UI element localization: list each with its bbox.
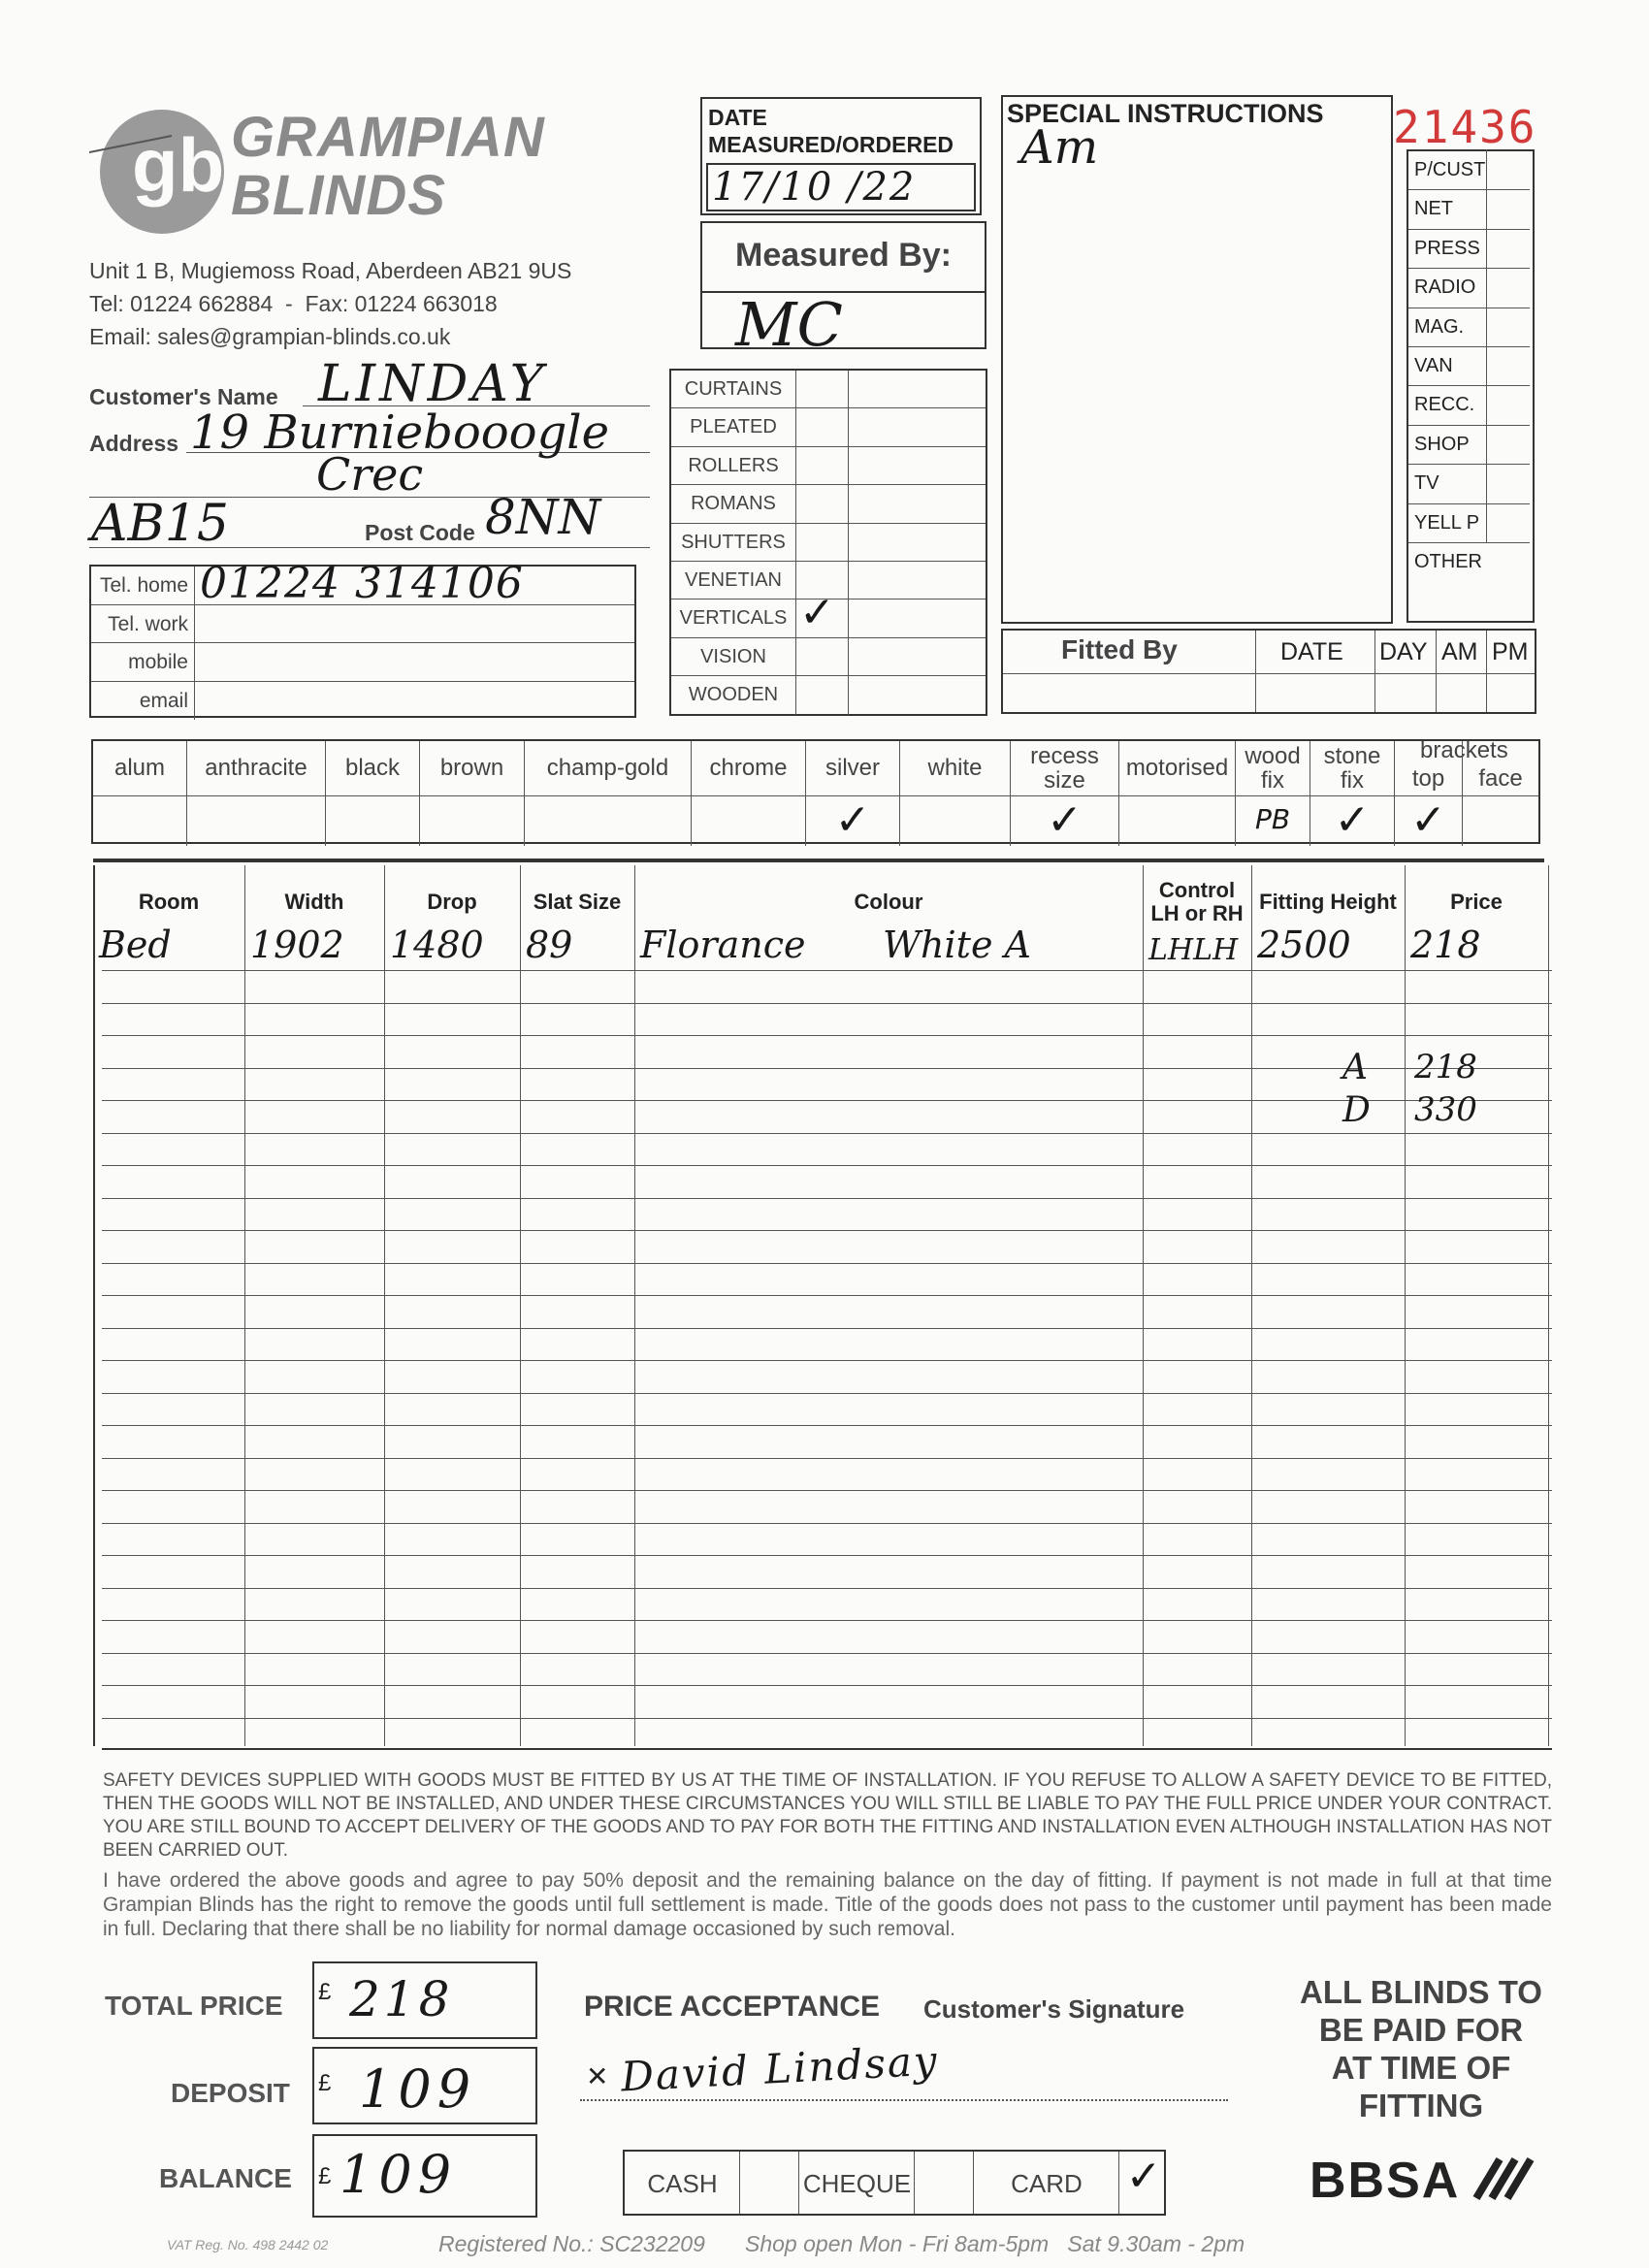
legal-text (103, 1769, 1552, 1941)
deposit-currency: £ (318, 2070, 332, 2096)
column-header: Fitting Height (1259, 889, 1397, 914)
measured-by-label: Measured By: (735, 237, 952, 274)
finish-label: black (326, 741, 419, 796)
date-value: 17/10 /22 (712, 165, 917, 210)
product-row (671, 638, 986, 676)
product-label: VENETIAN (684, 569, 783, 591)
deposit-box (312, 2047, 537, 2124)
total-value: 218 (349, 1971, 454, 2027)
fitted-by-label: Fitted By (1061, 634, 1178, 664)
product-mark[interactable]: ✓ (799, 588, 835, 638)
company-email: Email: sales@grampian-blinds.co.uk (89, 324, 451, 349)
contact-label: Tel. home (99, 574, 188, 597)
company-name-line2: BLINDS (231, 164, 446, 227)
postcode-value: 8NN (485, 489, 601, 545)
product-label: VISION (700, 645, 766, 667)
finish-mark: ✓ (1410, 795, 1446, 845)
cell-width[interactable]: 1902 (250, 923, 344, 966)
source-7[interactable]: SHOP (1408, 426, 1530, 465)
bbsa-stripes-icon (1471, 2155, 1538, 2204)
finish-label: champ-gold (525, 741, 691, 796)
product-label: PLEATED (690, 416, 777, 438)
customer-name-label: Customer's Name (89, 384, 278, 409)
fitted-by-box (1001, 629, 1536, 714)
finish-label: recess size (1011, 741, 1118, 796)
product-row (671, 588, 986, 638)
finish-col-champ-gold[interactable] (525, 741, 692, 846)
balance-box (312, 2134, 537, 2218)
column-header: Slat Size (533, 889, 622, 914)
finish-col-alum[interactable] (93, 741, 187, 846)
payment-card[interactable] (974, 2152, 1168, 2214)
finish-col-silver[interactable] (806, 741, 900, 846)
payment-notice (1271, 1973, 1571, 2124)
column-header: Drop (427, 889, 477, 914)
company-phone-fax: Tel: 01224 662884 - Fax: 01224 663018 (89, 291, 498, 316)
customer-name-value: LINDAY (318, 355, 548, 413)
product-row (671, 485, 986, 523)
product-label: ROLLERS (688, 454, 779, 476)
contact-row (91, 643, 634, 682)
column-header: Control LH or RH (1150, 877, 1244, 925)
column-header: Colour (854, 889, 923, 914)
finish-col-stone-fix[interactable] (1310, 741, 1395, 846)
logo-circle-icon (89, 102, 235, 238)
payment-methods (623, 2150, 1166, 2216)
bbsa-logo: BBSA (1310, 2153, 1461, 2209)
payment-mark: ✓ (1125, 2152, 1162, 2201)
cell-price[interactable]: 218 (1410, 923, 1481, 966)
address-line2: Crec (316, 448, 424, 501)
payment-label: CASH (647, 2169, 718, 2198)
finish-mark: ✓ (1047, 795, 1083, 845)
source-4[interactable]: MAG. (1408, 308, 1530, 347)
finish-label: top (1395, 741, 1462, 796)
payment-cash[interactable] (625, 2152, 799, 2214)
postcode-prefix: AB15 (91, 495, 229, 553)
brackets-label: brackets (1420, 737, 1508, 763)
column-header: Price (1450, 889, 1503, 914)
company-logo (89, 102, 235, 238)
balance-currency: £ (318, 2163, 332, 2189)
deposit-label: DEPOSIT (171, 2078, 290, 2108)
finish-label: silver (806, 741, 899, 796)
contact-label: mobile (128, 651, 188, 673)
deposit-value: 109 (359, 2058, 477, 2120)
date-box (700, 97, 982, 215)
registered-number: Registered No.: SC232209 (438, 2231, 705, 2256)
shop-hours: Shop open Mon - Fri 8am-5pm Sat 9.30am - 2pm (745, 2231, 1245, 2256)
contact-label: email (139, 689, 188, 712)
product-label: SHUTTERS (681, 531, 786, 553)
note-value: 218 (1414, 1048, 1477, 1086)
form-number: 21436 (1393, 101, 1537, 153)
note-label: A (1342, 1048, 1368, 1087)
product-row (671, 408, 986, 446)
source-8[interactable]: TV (1408, 465, 1530, 503)
source-9[interactable]: YELL P (1408, 504, 1530, 543)
special-instructions-value: Am (1020, 120, 1099, 175)
source-5[interactable]: VAN (1408, 347, 1530, 386)
finish-col-recess-size[interactable] (1011, 741, 1119, 846)
cell-drop[interactable]: 1480 (390, 923, 484, 966)
fitted-am-label: AM (1441, 638, 1478, 665)
notice-line: BE PAID FOR (1318, 2012, 1524, 2048)
logo-letters: gb (132, 122, 225, 208)
address-line1: 19 Burniebooogle (190, 405, 610, 460)
notice-line: ALL BLINDS TO (1300, 1974, 1542, 2010)
finish-label: wood fix (1236, 741, 1310, 796)
product-label: WOODEN (688, 684, 779, 706)
customer-signature: David Lindsay (619, 2036, 940, 2101)
finish-col-black[interactable] (326, 741, 420, 846)
fitted-pm-label: PM (1492, 638, 1529, 665)
finish-col-chrome[interactable] (692, 741, 806, 846)
contact-label: Tel. work (108, 612, 188, 635)
finish-options (91, 739, 1540, 844)
finish-label: anthracite (187, 741, 325, 796)
finish-col-wood-fix[interactable] (1236, 741, 1310, 846)
product-label: ROMANS (691, 493, 776, 515)
measured-by-value: MC (735, 289, 843, 360)
finish-label: face (1463, 741, 1538, 796)
product-row (671, 676, 986, 714)
balance-value: 109 (340, 2144, 458, 2205)
finish-label: chrome (692, 741, 805, 796)
finish-label: motorised (1119, 741, 1235, 796)
finish-col-motorised[interactable] (1119, 741, 1236, 846)
address-label: Address (89, 431, 179, 456)
source-list (1406, 149, 1535, 623)
contact-row (91, 605, 634, 644)
fitted-date-label: DATE (1280, 638, 1343, 665)
source-6[interactable]: RECC. (1408, 386, 1530, 425)
product-label: VERTICALS (679, 607, 788, 630)
finish-col-anthracite[interactable] (187, 741, 326, 846)
special-instructions-box (1001, 95, 1393, 624)
measured-by-box (700, 221, 986, 360)
fitted-day-label: DAY (1379, 638, 1428, 665)
payment-cheque[interactable] (799, 2152, 974, 2214)
notice-line: AT TIME OF (1331, 2050, 1511, 2086)
special-instructions-label: SPECIAL INSTRUCTIONS (1007, 99, 1324, 128)
company-address: Unit 1 B, Mugiemoss Road, Aberdeen AB21 9US (89, 258, 572, 283)
vat-number: VAT Reg. No. 498 2442 02 (167, 2237, 329, 2252)
source-1[interactable]: NET (1408, 190, 1530, 229)
source-2[interactable]: PRESS (1408, 230, 1530, 269)
product-type-list (669, 369, 987, 716)
finish-label: stone fix (1310, 741, 1394, 796)
balance-label: BALANCE (159, 2163, 292, 2193)
cell-height[interactable]: 2500 (1257, 923, 1351, 966)
cell-room[interactable]: Bed (99, 923, 172, 966)
cell-colour2[interactable]: White A (883, 923, 1031, 966)
signature-label: Customer's Signature (923, 1994, 1185, 2024)
company-name-line1: GRAMPIAN (231, 106, 545, 169)
cell-colour[interactable]: Florance (640, 923, 806, 966)
payment-label: CHEQUE (802, 2169, 912, 2198)
note-label: D (1342, 1090, 1371, 1130)
contact-value[interactable]: 01224 314106 (200, 559, 524, 608)
cell-control[interactable]: LHLH (1148, 933, 1239, 967)
product-label: CURTAINS (684, 378, 783, 400)
total-currency: £ (318, 1979, 332, 2005)
contact-row (91, 682, 634, 721)
source-10[interactable]: OTHER (1414, 551, 1482, 572)
finish-mark: ✓ (834, 795, 871, 845)
payment-label: CARD (1011, 2169, 1083, 2198)
agreement-text: I have ordered the above goods and agree to pay 50% deposit and the remaining balance on the day of fitting. If payment is not made in full at that time Grampian Blinds has the right to remove the goods until full settlement is made. Title of the goods does not pass to the customer until payment has been made in full. Declaring that there shall be no liability for normal damage occasioned by such removal. (103, 1869, 1552, 1940)
note-value: 330 (1414, 1090, 1477, 1129)
finish-col-brown[interactable] (420, 741, 525, 846)
finish-col-white[interactable] (900, 741, 1011, 846)
contact-table (89, 559, 636, 718)
column-header: Width (284, 889, 344, 914)
total-label: TOTAL PRICE (105, 1991, 283, 2021)
product-row (671, 524, 986, 562)
finish-label: alum (93, 741, 186, 796)
finish-col-top[interactable] (1395, 741, 1463, 846)
postcode-label: Post Code (365, 520, 475, 545)
product-row (671, 447, 986, 485)
cell-slat[interactable]: 89 (526, 923, 573, 966)
date-label-line1: DATE (708, 105, 767, 130)
column-header: Room (138, 889, 200, 914)
price-acceptance-title: PRICE ACCEPTANCE (584, 1991, 881, 2023)
finish-label: brown (420, 741, 524, 796)
safety-notice: SAFETY DEVICES SUPPLIED WITH GOODS MUST BE FITTED BY US AT THE TIME OF INSTALLATION. IF YOU REFUSE TO ALLOW A SAFETY DEVICE TO BE FITTED, THEN THE GOODS WILL NOT BE INSTALLED, AND UNDER THESE CIRCUMSTANCES YOU WILL STILL BE LIABLE TO PAY THE FULL PRICE UNDER YOUR CONTRACT. YOU ARE STILL BOUND TO ACCEPT DELIVERY OF THE GOODS AND TO PAY FOR BOTH THE FITTING AND INSTALLATION EVEN ALTHOUGH INSTALLATION HAS NOT BEEN CARRIED OUT. (103, 1770, 1552, 1861)
product-row (671, 371, 986, 408)
contact-row (91, 559, 634, 608)
date-label-line2: MEASURED/ORDERED (708, 132, 954, 157)
finish-mark: ✓ (1334, 795, 1371, 845)
finish-mark: PB (1254, 803, 1291, 835)
finish-label: white (900, 741, 1010, 796)
notice-line: FITTING (1358, 2088, 1484, 2123)
source-0[interactable]: P/CUST (1408, 151, 1530, 190)
total-box (312, 1961, 537, 2039)
signature-x-icon: ✕ (586, 2061, 609, 2091)
source-3[interactable]: RADIO (1408, 269, 1530, 308)
finish-col-face[interactable] (1463, 741, 1538, 846)
